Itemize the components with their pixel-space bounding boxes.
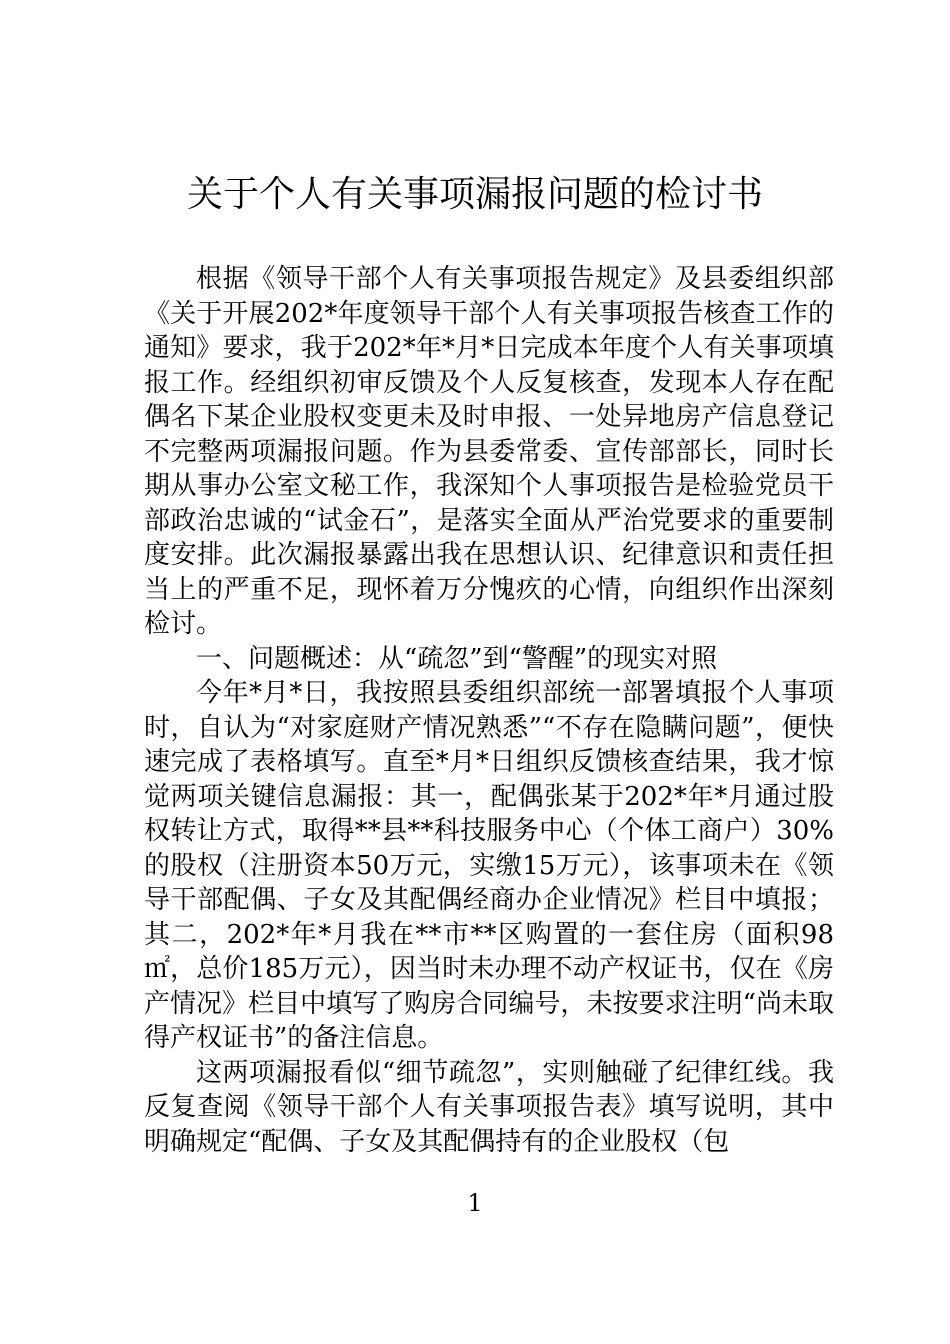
section-paragraph-2: 这两项漏报看似“细节疏忽”，实则触碰了纪律红线。我反复查阅《领导干部个人有关事项报告表》填写说明，其中明确规定“配偶、子女及其配偶持有的企业股权（包: [144, 1057, 834, 1157]
document-body: [144, 262, 834, 1159]
intro-paragraph: 根据《领导干部个人有关事项报告规定》及县委组织部《关于开展202*年度领导干部个人有关事项报告核查工作的通知》要求，我于202*年*月*日完成本年度个人有关事项填报工作。经组织初审反馈及个人反复核查，发现本人存在配偶名下某企业股权变更未及时申报、一处异地房产信息登记不完整两项漏报问题。作为县委常委、宣传部部长，同时长期从事办公室文秘工作，我深知个人事项报告是检验党员干部政治忠诚的“试金石”，是落实全面从严治党要求的重要制度安排。此次漏报暴露出我在思想认识、纪律意识和责任担当上的严重不足，现怀着万分愧疚的心情，向组织作出深刻检讨。: [144, 264, 834, 639]
section-heading: 一、问题概述：从“疏忽”到“警醒”的现实对照: [196, 643, 718, 674]
document-title: 关于个人有关事项漏报问题的检讨书: [186, 174, 763, 215]
section-paragraph-1: 今年*月*日，我按照县委组织部统一部署填报个人事项时，自认为“对家庭财产情况熟悉”“不存在隐瞒问题”，便快速完成了表格填写。直至*月*日组织反馈核查结果，我才惊觉两项关键信息漏报：其一，配偶张某于202*年*月通过股权转让方式，取得**县**科技服务中心（个体工商户）30%的股权（注册资本50万元，实缴15万元），该事项未在《领导干部配偶、子女及其配偶经商办企业情况》栏目中填报；其二，202*年*月我在**市**区购置的一套住房（面积98㎡，总价185万元），因当时未办理不动产权证书，仅在《房产情况》栏目中填写了购房合同编号，未按要求注明“尚未取得产权证书”的备注信息。: [144, 678, 834, 1053]
page-number: 1: [467, 1189, 483, 1217]
